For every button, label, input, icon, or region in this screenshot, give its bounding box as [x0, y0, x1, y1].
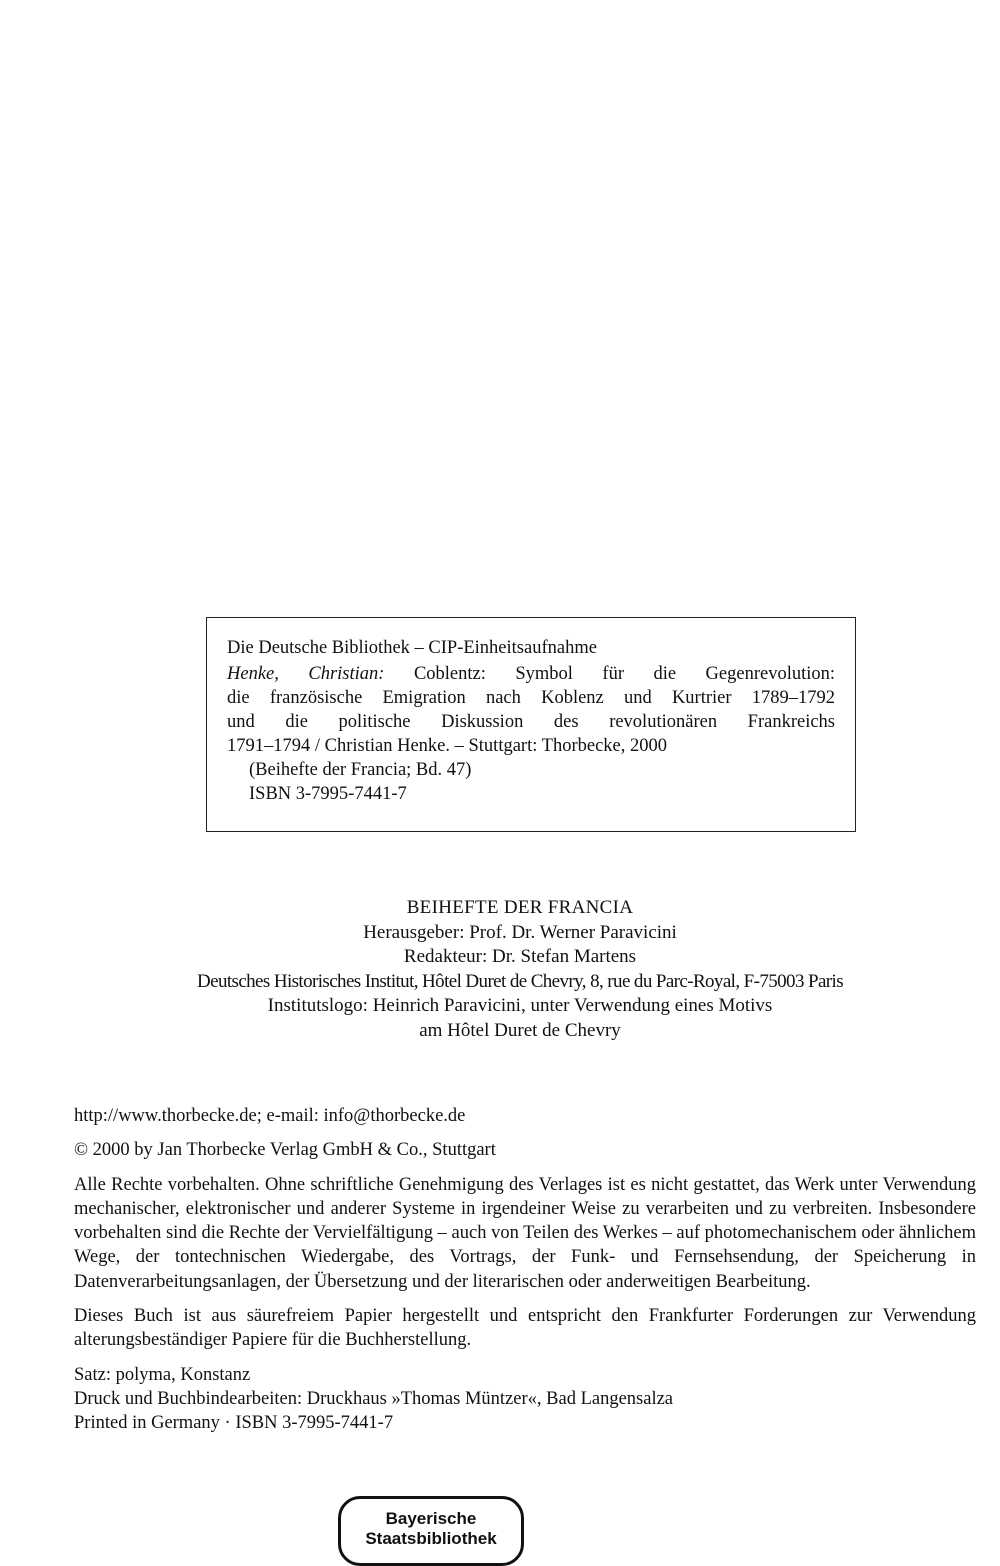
series-editor: Herausgeber: Prof. Dr. Werner Paravicini: [363, 921, 677, 943]
paper-paragraph: Dieses Buch ist aus säurefreiem Papier hergestellt und entspricht den Frankfurter Forderungen zur Verwendung alterungsbeständiger Papiere für die Buchherstellung.: [74, 1306, 976, 1351]
series-block: [40, 896, 1000, 1043]
series-redakteur: Redakteur: Dr. Stefan Martens: [403, 946, 637, 967]
typesetting-line: Satz: polyma, Konstanz: [74, 1364, 251, 1385]
stamp-line-1: Bayerische: [385, 1509, 477, 1528]
cip-line-3: und die politische Diskussion des revolutionären Frankreichs: [227, 712, 835, 732]
printed-in-line: Printed in Germany · ISBN 3-7995-7441-7: [74, 1413, 394, 1434]
cip-heading: Die Deutsche Bibliothek – CIP-Einheitsaufnahme: [227, 638, 597, 658]
series-institute: Deutsches Historisches Institut, Hôtel Duret de Chevry, 8, rue du Parc-Royal, F-75003 Paris: [197, 970, 843, 992]
printing-line: Druck und Buchbindearbeiten: Druckhaus »Thomas Müntzer«, Bad Langensalza: [74, 1388, 674, 1409]
rights-paragraph: Alle Rechte vorbehalten. Ohne schriftliche Genehmigung des Verlages ist es nicht gestattet, das Werk unter Verwendung mechanischer, elektronischer und anderer Systeme in irgendeiner Weise zu verarbeiten und zu verbreiten. Insbesondere vorbehalten sind die Rechte der Vervielfältigung – auch von Teilen des Werkes – auf photomechanischem oder ähnlichem Wege, der tontechnischen Wiedergabe, des Vortrags, der Funk- und Fernsehsendung, der Speicherung in Datenverarbeitungsanlagen, der Übersetzung und der literarischen oder anderweitigen Bearbeitung.: [74, 1174, 976, 1292]
cip-line-4: 1791–1794 / Christian Henke. – Stuttgart: Thorbecke, 2000: [227, 736, 667, 756]
contact-line: http://www.thorbecke.de; e-mail: info@thorbecke.de: [74, 1106, 466, 1126]
cip-line-1: [227, 662, 835, 686]
cip-record-box: [206, 617, 856, 832]
series-logo-line-1: Institutslogo: Heinrich Paravicini, unter Verwendung eines Motivs: [267, 995, 773, 1016]
series-logo-line-2: am Hôtel Duret de Chevry: [419, 1019, 621, 1041]
stamp-line-2: Staatsbibliothek: [365, 1529, 497, 1548]
cip-line-2: die französische Emigration nach Koblenz und Kurtrier 1789–1792: [227, 688, 835, 708]
cip-author: Henke, Christian:: [227, 664, 385, 684]
cip-title-start: Coblentz: Symbol für die Gegenrevolution:: [413, 664, 836, 684]
cip-series-note: (Beihefte der Francia; Bd. 47): [249, 760, 472, 780]
cip-isbn: ISBN 3-7995-7441-7: [249, 784, 407, 804]
library-stamp: [338, 1496, 524, 1566]
series-title: BEIHEFTE DER FRANCIA: [406, 897, 634, 918]
imprint-block: [74, 1104, 976, 1436]
copyright-line: © 2000 by Jan Thorbecke Verlag GmbH & Co., Stuttgart: [74, 1140, 496, 1161]
production-credits: [74, 1363, 976, 1436]
